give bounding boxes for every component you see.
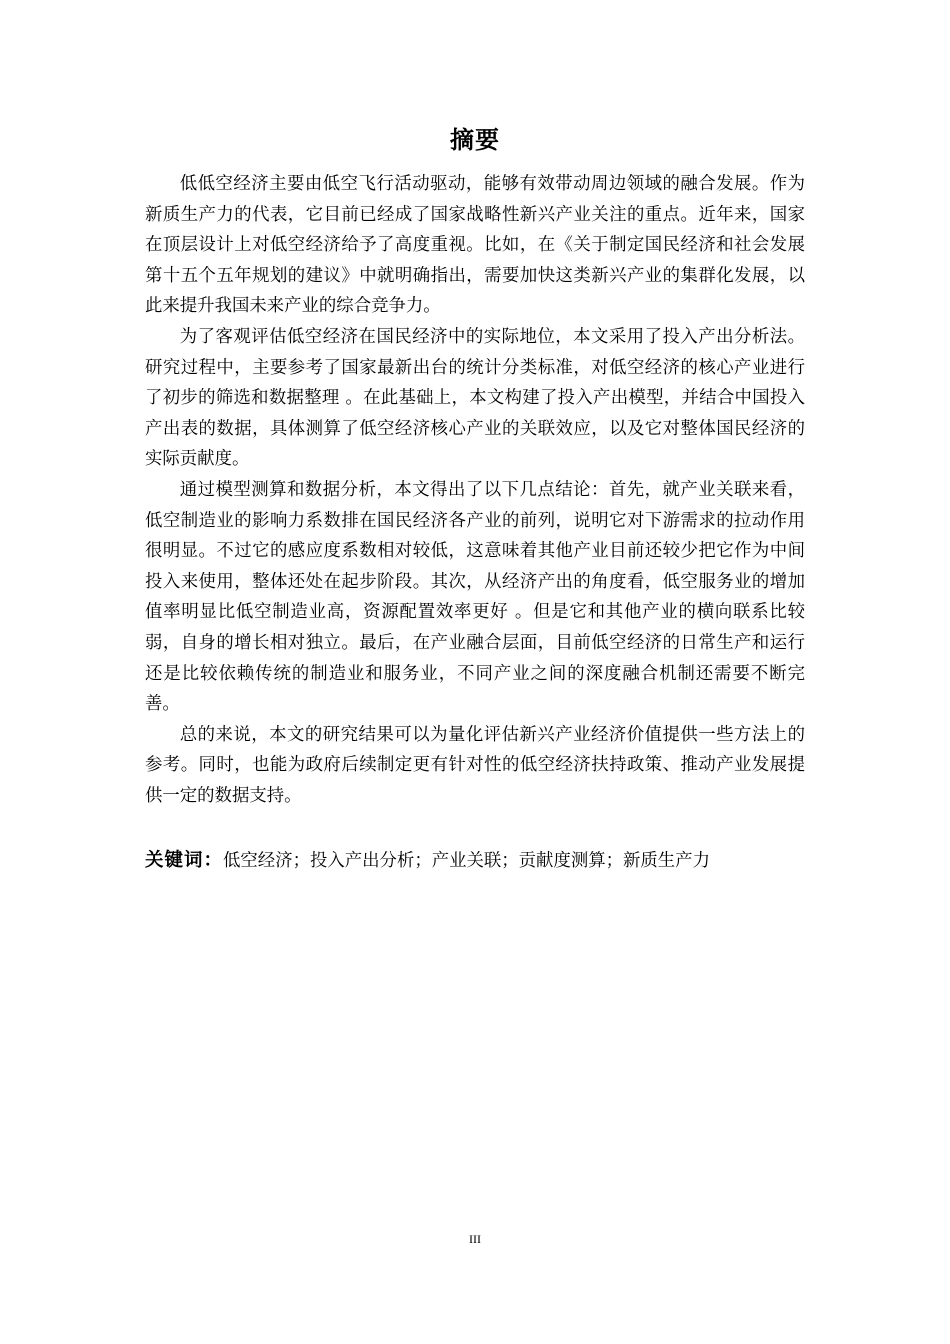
keywords-line — [145, 846, 825, 876]
abstract-paragraph-4: 总的来说，本文的研究结果可以为量化评估新兴产业经济价值提供一些方法上的参考。同时，也能为政府后续制定更有针对性的低空经济扶持政策、推动产业发展提供一定的数据支持。 — [145, 724, 805, 806]
abstract-paragraph-2: 为了客观评估低空经济在国民经济中的实际地位，本文采用了投入产出分析法。研究过程中，主要参考了国家最新出台的统计分类标准，对低空经济的核心产业进行了初步的筛选和数据整理 。在此基础上，本文构建了投入产出模型，并结合中国投入产出表的数据，具体测算了低空经济核心产业的关联效应，以及它对整体国民经济的实际贡献度。 — [145, 326, 805, 470]
page-number: III — [469, 1232, 481, 1246]
abstract-paragraph-1: 低低空经济主要由低空飞行活动驱动，能够有效带动周边领域的融合发展。作为新质生产力的代表，它目前已经成了国家战略性新兴产业关注的重点。近年来，国家在顶层设计上对低空经济给予了高度重视。比如，在《关于制定国民经济和社会发展第十五个五年规划的建议》中就明确指出，需要加快这类新兴产业的集群化发展，以此来提升我国未来产业的综合竞争力。 — [145, 174, 805, 317]
keywords-text: 低空经济；投入产出分析；产业关联；贡献度测算；新质生产力 — [223, 851, 710, 871]
page-title: 摘要 — [450, 126, 500, 154]
abstract-body — [145, 169, 805, 811]
keywords-label: 关键词： — [145, 850, 224, 871]
abstract-paragraph-3: 通过模型测算和数据分析，本文得出了以下几点结论：首先，就产业关联来看，低空制造业的影响力系数排在国民经济各产业的前列，说明它对下游需求的拉动作用很明显。不过它的感应度系数相对较低，这意味着其他产业目前还较少把它作为中间投入来使用，整体还处在起步阶段。其次，从经济产出的角度看，低空服务业的增加值率明显比低空制造业高，资源配置效率更好 。但是它和其他产业的横向联系比较弱，自身的增长相对独立。最后，在产业融合层面，目前低空经济的日常生产和运行还是比较依赖传统的制造业和服务业，不同产业之间的深度融合机制还需要不断完善。 — [145, 479, 805, 715]
